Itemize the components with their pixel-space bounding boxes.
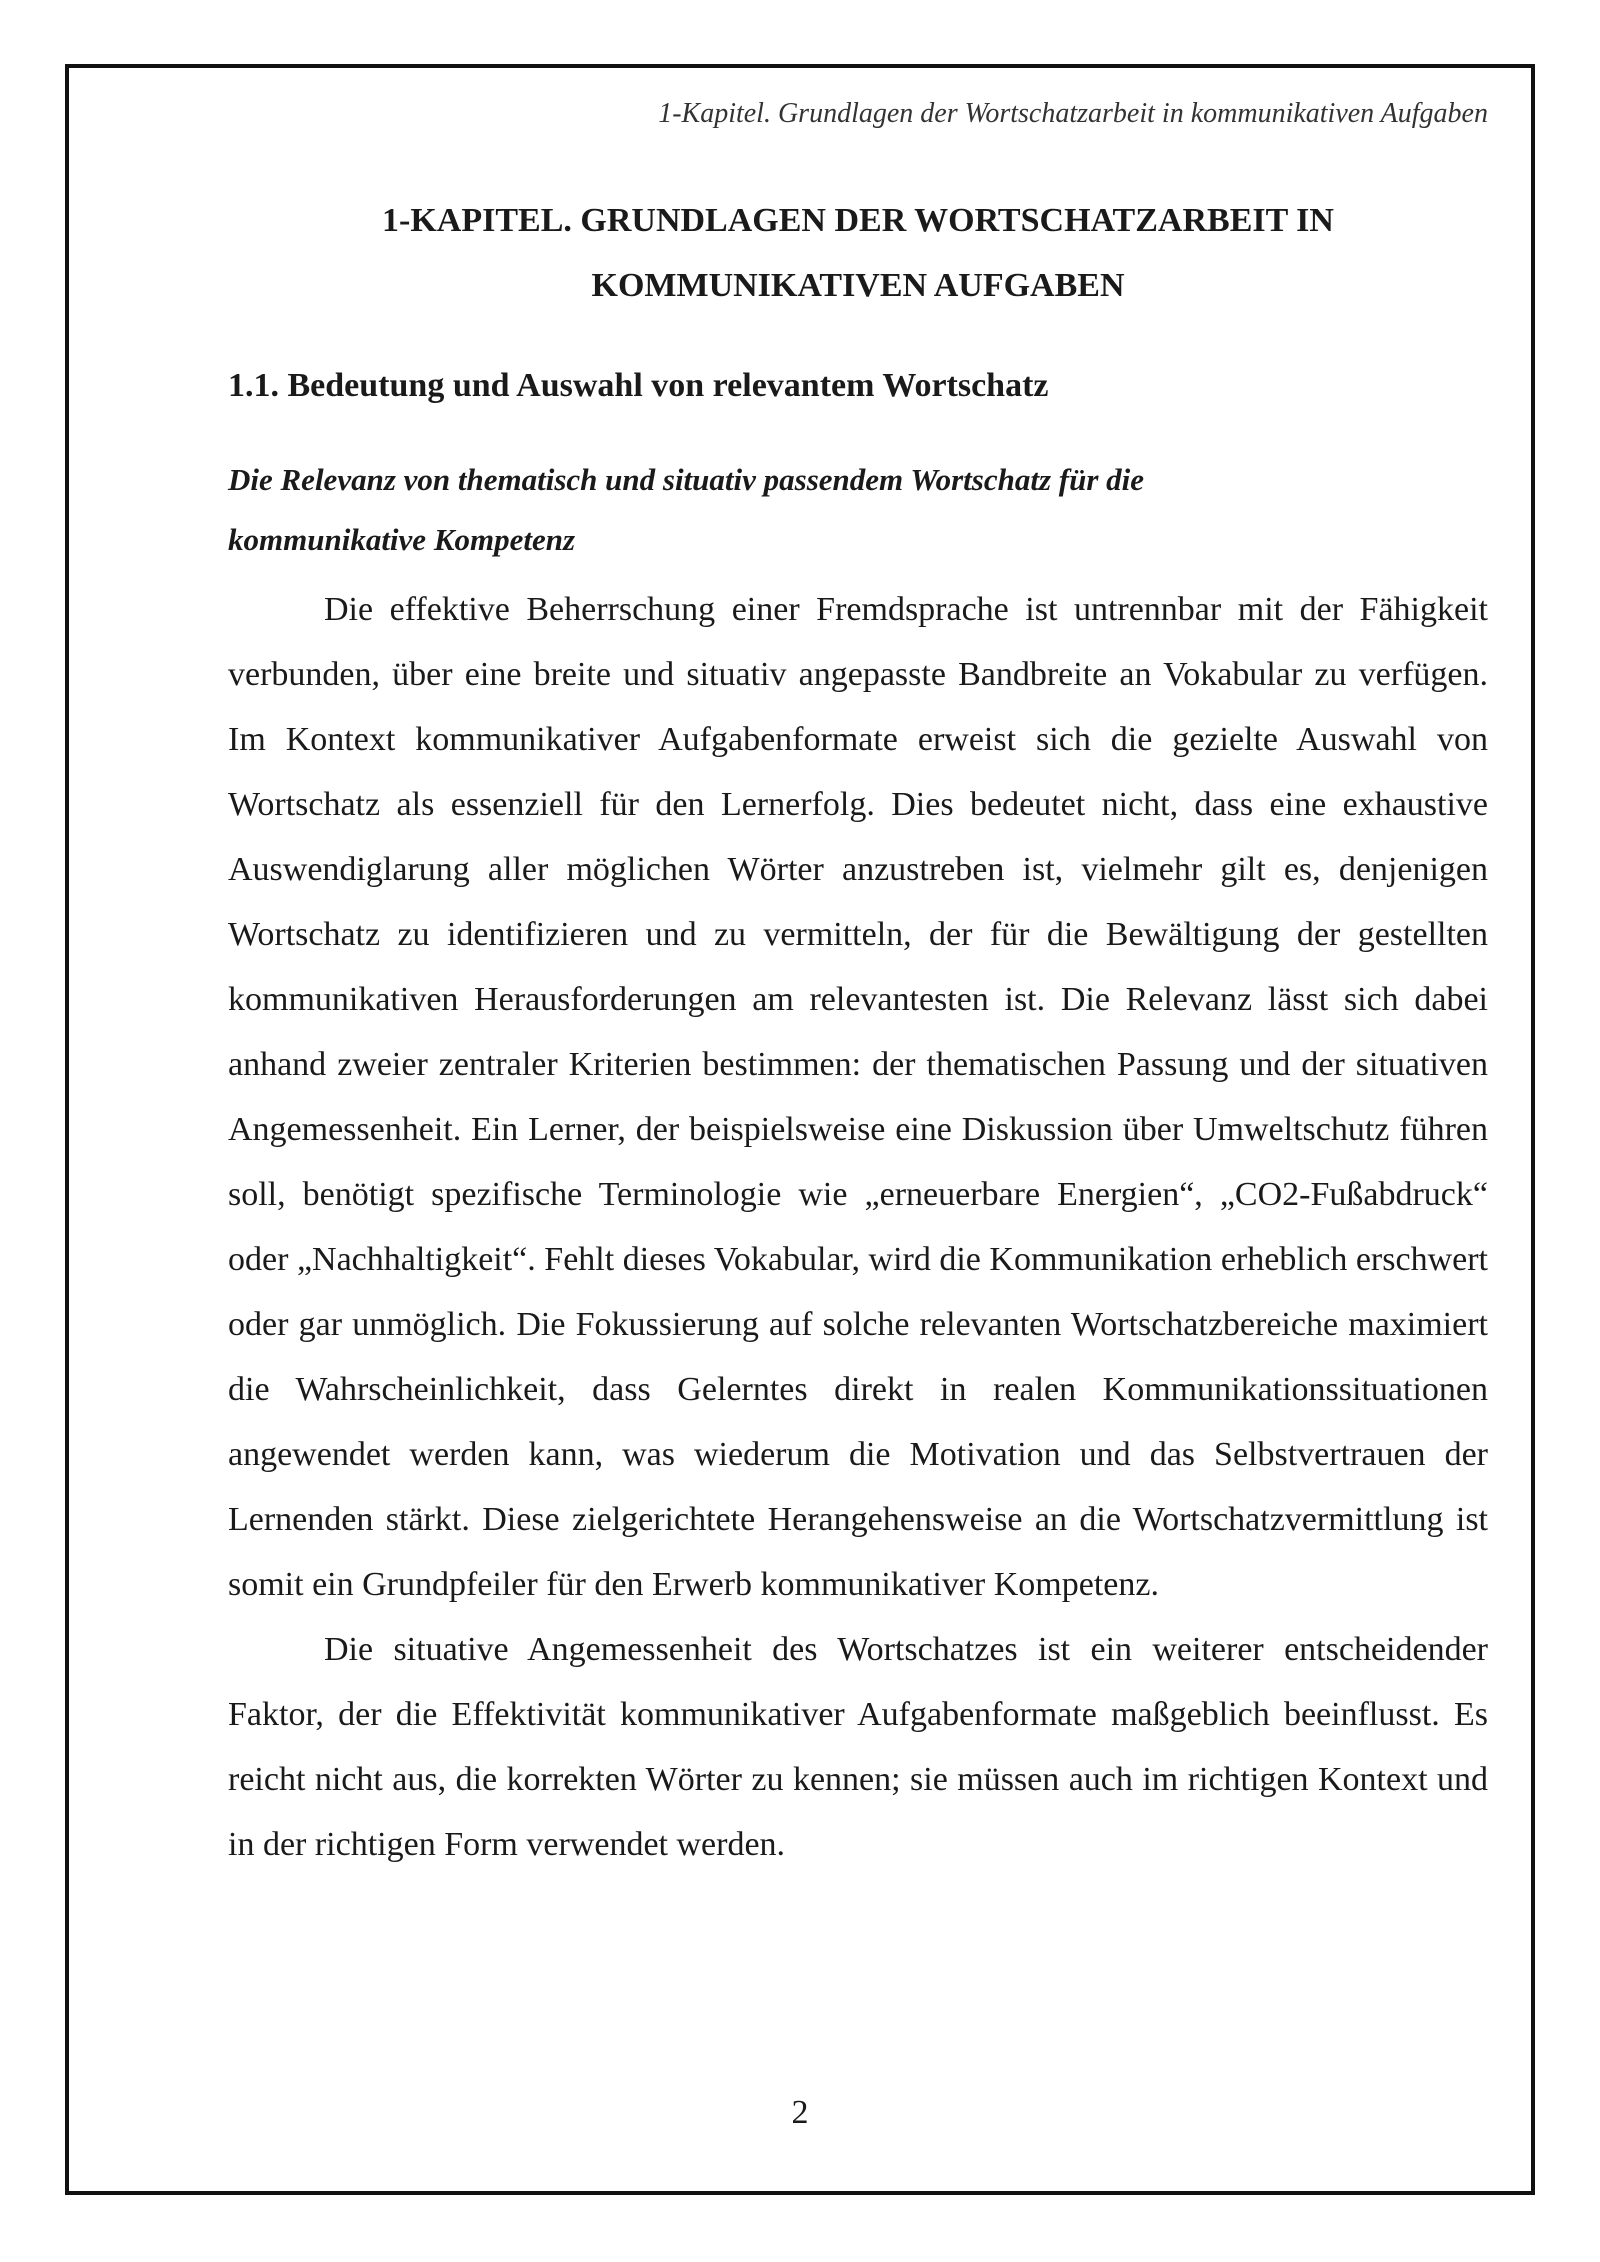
paragraph-2: Die situative Angemessenheit des Wortschatzes ist ein weiterer entscheidender Faktor, der die Effektivität kommunikativer Aufgabenformate maßgeblich beeinflusst. Es reicht nicht aus, die korrekten Wörter zu kennen; sie müssen auch im richtigen Kontext und in der richtigen Form verwendet werden.	[228, 1631, 1488, 1863]
chapter-title-line-2: KOMMUNIKATIVEN AUFGABEN	[591, 267, 1125, 304]
subheading-line-1: Die Relevanz von thematisch und situativ passendem Wortschatz für die	[228, 462, 1145, 497]
paragraph-1: Die effektive Beherrschung einer Fremdsprache ist untrennbar mit der Fähigkeit verbunden, über eine breite und situativ angepasste Bandbreite an Vokabular zu verfügen. Im Kontext kommunikativer Aufgabenformate erweist sich die gezielte Auswahl von Wortschatz als essenziell für den Lernerfolg. Dies bedeutet nicht, dass eine exhaustive Auswendiglarung aller möglichen Wörter anzustreben ist, vielmehr gilt es, denjenigen Wortschatz zu identifizieren und zu vermitteln, der für die Bewältigung der gestellten kommunikativen Herausforderungen am relevantesten ist. Die Relevanz lässt sich dabei anhand zweier zentraler Kriterien bestimmen: der thematischen Passung und der situativen Angemessenheit. Ein Lerner, der beispielsweise eine Diskussion über Umweltschutz führen soll, benötigt spezifische Terminologie wie „erneuerbare Energien“, „CO2-Fußabdruck“ oder „Nachhaltigkeit“. Fehlt dieses Vokabular, wird die Kommunikation erheblich erschwert oder gar unmöglich. Die Fokussierung auf solche relevanten Wortschatzbereiche maximiert die Wahrscheinlichkeit, dass Gelerntes direkt in realen Kommunikationssituationen angewendet werden kann, was wiederum die Motivation und das Selbstvertrauen der Lernenden stärkt. Diese zielgerichtete Herangehensweise an die Wortschatzvermittlung ist somit ein Grundpfeiler für den Erwerb kommunikativer Kompetenz.	[228, 591, 1488, 1603]
subheading-line-2: kommunikative Kompetenz	[228, 522, 576, 557]
running-header: 1-Kapitel. Grundlagen der Wortschatzarbeit in kommunikativen Aufgaben	[658, 98, 1488, 129]
chapter-title	[228, 188, 1488, 318]
page-number: 2	[791, 2094, 809, 2131]
subheading	[228, 450, 1488, 570]
chapter-title-line-1: 1-KAPITEL. GRUNDLAGEN DER WORTSCHATZARBEIT IN	[382, 202, 1334, 239]
body-text	[228, 577, 1488, 1877]
section-heading: 1.1. Bedeutung und Auswahl von relevantem Wortschatz	[228, 367, 1049, 404]
